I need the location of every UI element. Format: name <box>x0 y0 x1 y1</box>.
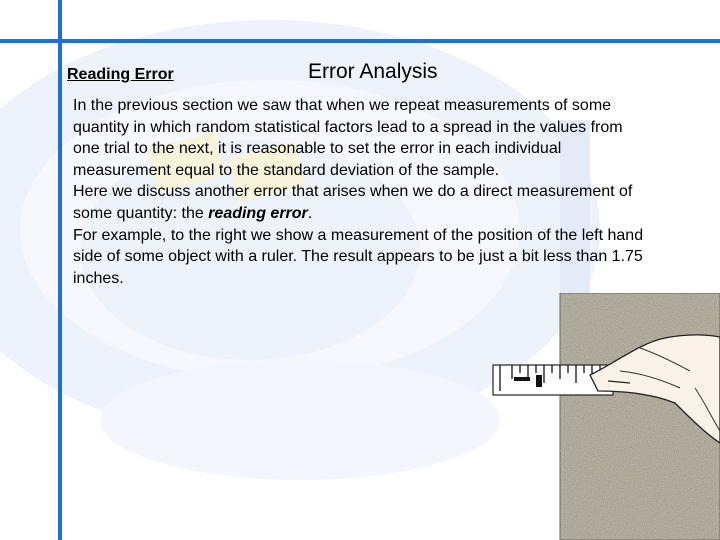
ruler-measurement-figure <box>490 293 720 540</box>
section-label: Reading Error <box>67 66 174 83</box>
reading-error-emphasis: reading error <box>208 204 308 222</box>
paragraph-3: For example, to the right we show a measurement of the position of the left hand side of some object with a ruler. The result appears to be just a bit less than 1.75 inches. <box>73 226 644 287</box>
paragraph-2-end: . <box>307 204 313 222</box>
paragraph-2 <box>73 181 648 224</box>
vertical-accent-line <box>58 0 62 540</box>
paragraph-2-start: Here we discuss another error that arises when we do a direct measurement of some quantity: the <box>73 183 633 222</box>
slide-title: Error Analysis <box>308 60 438 83</box>
body-text <box>73 95 648 289</box>
horizontal-accent-line <box>0 39 720 43</box>
paragraph-1: In the previous section we saw that when we repeat measurements of some quantity in which random statistical factors lead to a spread in the values from one trial to the next, it is reasonable to set the error in each individual measurement equal to the standard deviation of the sample. <box>73 97 623 179</box>
